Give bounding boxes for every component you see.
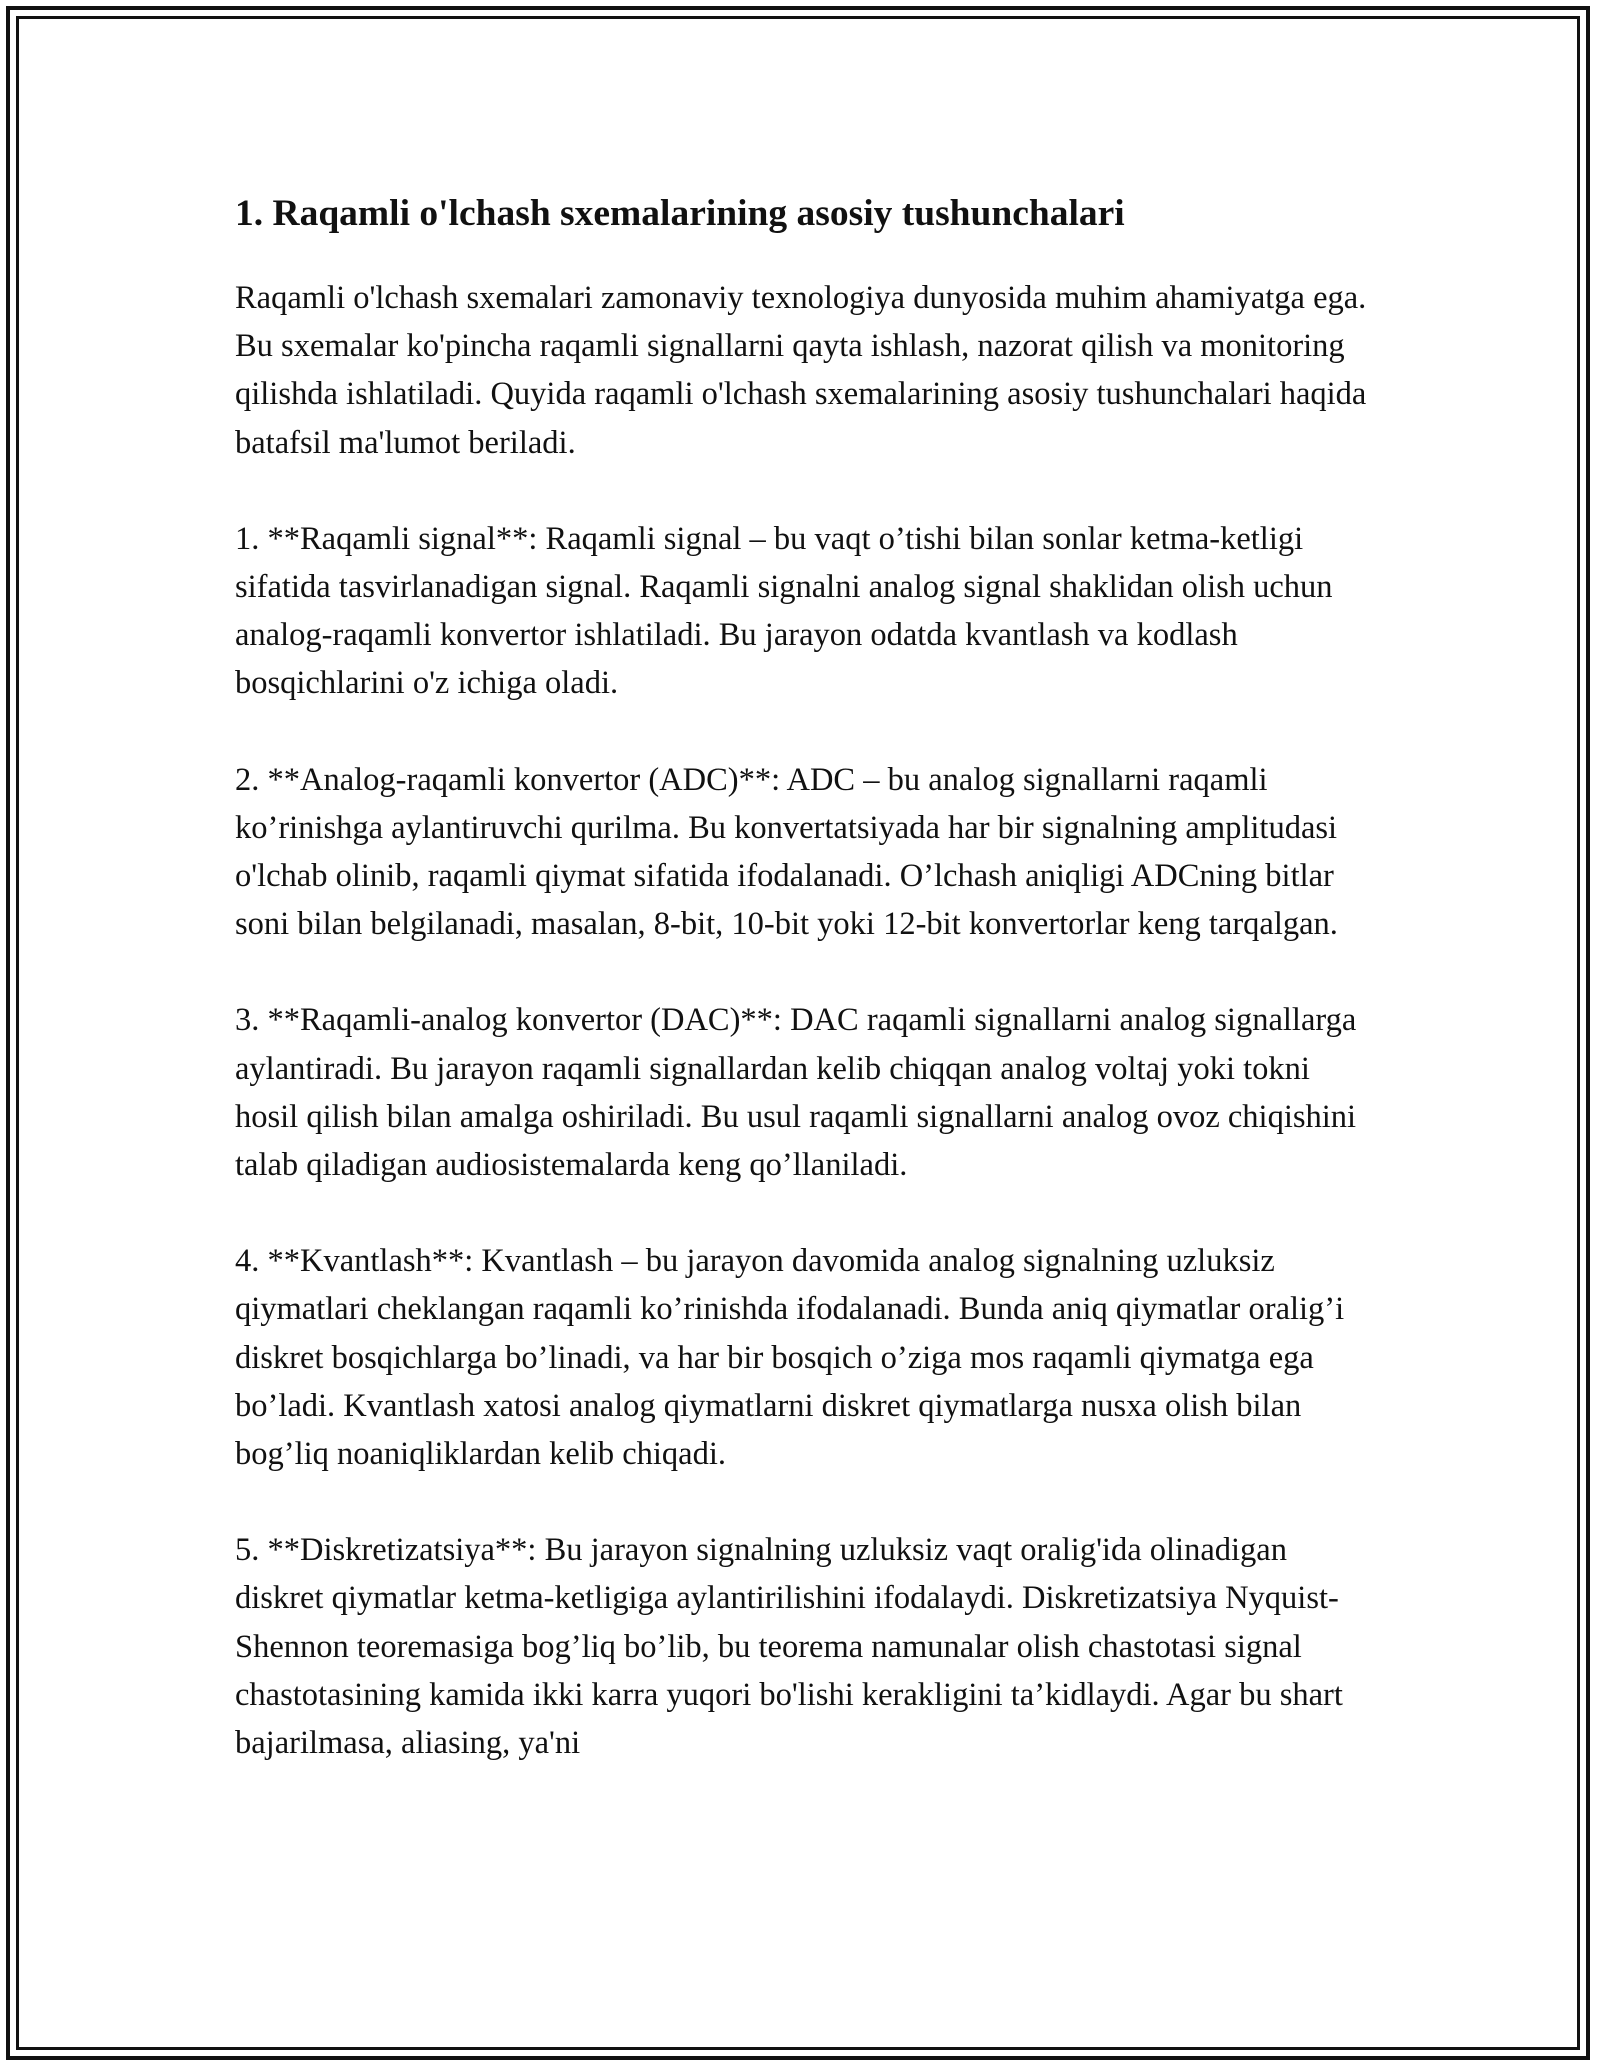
paragraph-digital-signal: 1. **Raqamli signal**: Raqamli signal – bu vaqt o’tishi bilan sonlar ketma-ketligi sifatida tasvirlanadigan signal. Raqamli signalni analog signal shaklidan olish uchun analog-raqamli konvertor ishlatiladi. Bu jarayon odatda kvantlash va kodlash bosqichlarini o'z ichiga oladi. bbox=[235, 520, 1333, 702]
paragraph-quantization: 4. **Kvantlash**: Kvantlash – bu jarayon davomida analog signalning uzluksiz qiymatlari cheklangan raqamli ko’rinishda ifodalanadi. Bunda aniq qiymatlar oralig’i diskret bosqichlarga bo’linadi, va har bir bosqich o’ziga mos raqamli qiymatga ega bo’ladi. Kvantlash xatosi analog qiymatlarni diskret qiymatlarga nusxa olish bilan bog’liq noaniqliklardan kelib chiqadi. bbox=[235, 1243, 1345, 1473]
intro-paragraph: Raqamli o'lchash sxemalari zamonaviy texnologiya dunyosida muhim ahamiyatga ega. Bu sxemalar ko'pincha raqamli signallarni qayta ishlash, nazorat qilish va monitoring qilishda ishlatiladi. Quyida raqamli o'lchash sxemalarining asosiy tushunchalari haqida batafsil ma'lumot beriladi. bbox=[235, 280, 1367, 461]
paragraph-adc: 2. **Analog-raqamli konvertor (ADC)**: ADC – bu analog signallarni raqamli ko’rinishga aylantiruvchi qurilma. Bu konvertatsiyada har bir signalning amplitudasi o'lchab olinib, raqamli qiymat sifatida ifodalanadi. O’lchash aniqligi ADCning bitlar soni bilan belgilanadi, masalan, 8-bit, 10-bit yoki 12-bit konvertorlar keng tarqalgan. bbox=[235, 761, 1338, 943]
paragraph-discretization: 5. **Diskretizatsiya**: Bu jarayon signalning uzluksiz vaqt oralig'ida olinadigan diskret qiymatlar ketma-ketligiga aylantirilishini ifodalaydi. Diskretizatsiya Nyquist-Shennon teoremasiga bog’liq bo’lib, bu teorema namunalar olish chastotasi signal chastotasining kamida ikki karra yuqori bo'lishi kerakligini ta’kidlaydi. Agar bu shart bajarilmasa, aliasing, ya'ni bbox=[235, 1532, 1343, 1762]
section-heading: 1. Raqamli o'lchash sxemalarining asosiy tushunchalari bbox=[235, 193, 1125, 234]
document-body bbox=[235, 186, 1375, 1767]
paragraph-dac: 3. **Raqamli-analog konvertor (DAC)**: DAC raqamli signallarni analog signallarga aylantiradi. Bu jarayon raqamli signallardan kelib chiqqan analog voltaj yoki tokni hosil qilish bilan amalga oshiriladi. Bu usul raqamli signallarni analog ovoz chiqishini talab qiladigan audiosistemalarda keng qo’llaniladi. bbox=[235, 1002, 1357, 1184]
